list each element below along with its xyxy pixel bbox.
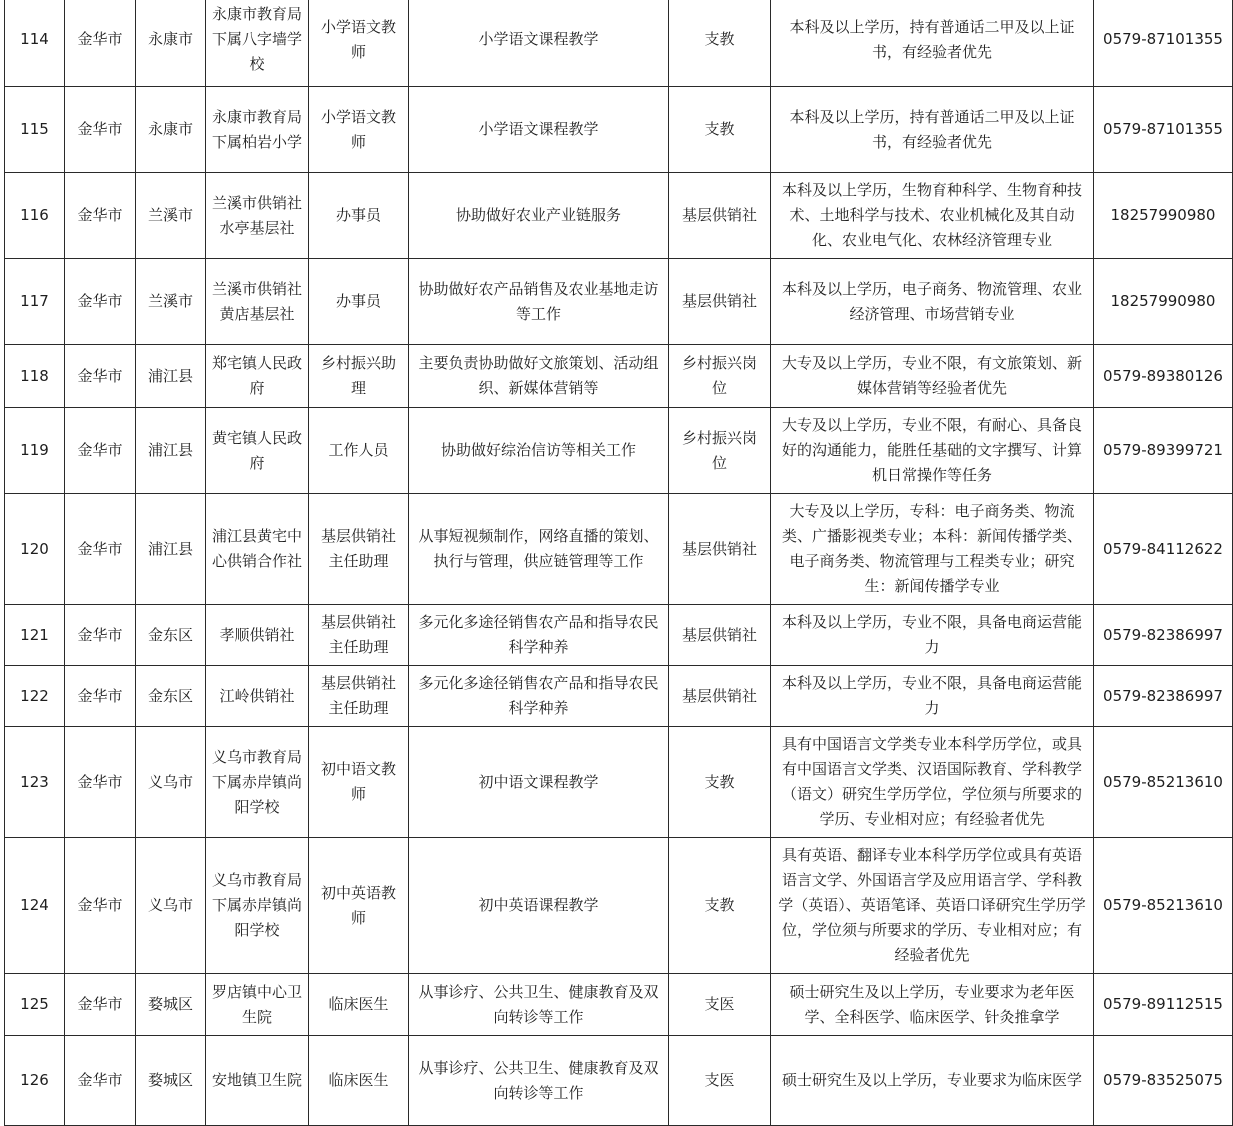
county-cell: 义乌市 <box>136 838 206 974</box>
phone-cell: 0579-89380126 <box>1094 345 1233 408</box>
table-row <box>5 974 1233 1036</box>
table-row <box>5 838 1233 974</box>
row-number: 117 <box>5 259 65 345</box>
duty-cell: 多元化多途径销售农产品和指导农民科学种养 <box>409 666 669 727</box>
county-cell: 浦江县 <box>136 494 206 605</box>
requirement-cell: 本科及以上学历，生物育种科学、生物育种技术、土地科学与技术、农业机械化及其自动化、农业电气化、农林经济管理专业 <box>771 173 1094 259</box>
phone-cell: 0579-87101355 <box>1094 87 1233 173</box>
type-cell: 乡村振兴岗位 <box>669 408 771 494</box>
phone-cell: 0579-85213610 <box>1094 838 1233 974</box>
county-cell: 永康市 <box>136 87 206 173</box>
type-cell: 支医 <box>669 1036 771 1126</box>
requirement-cell: 硕士研究生及以上学历，专业要求为老年医学、全科医学、临床医学、针灸推拿学 <box>771 974 1094 1036</box>
city-cell: 金华市 <box>65 0 136 87</box>
unit-cell: 郑宅镇人民政府 <box>206 345 309 408</box>
duty-cell: 多元化多途径销售农产品和指导农民科学种养 <box>409 605 669 666</box>
type-cell: 支教 <box>669 727 771 838</box>
type-cell: 基层供销社 <box>669 259 771 345</box>
requirement-cell: 本科及以上学历，持有普通话二甲及以上证书，有经验者优先 <box>771 0 1094 87</box>
duty-cell: 初中语文课程教学 <box>409 727 669 838</box>
row-number: 121 <box>5 605 65 666</box>
duty-cell: 从事短视频制作，网络直播的策划、执行与管理，供应链管理等工作 <box>409 494 669 605</box>
table-row <box>5 494 1233 605</box>
county-cell: 婺城区 <box>136 974 206 1036</box>
phone-cell: 18257990980 <box>1094 173 1233 259</box>
requirement-cell: 具有中国语言文学类专业本科学历学位，或具有中国语言文学类、汉语国际教育、学科教学（语文）研究生学历学位，学位须与所要求的学历、专业相对应；有经验者优先 <box>771 727 1094 838</box>
table-row <box>5 1036 1233 1126</box>
county-cell: 婺城区 <box>136 1036 206 1126</box>
city-cell: 金华市 <box>65 494 136 605</box>
duty-cell: 初中英语课程教学 <box>409 838 669 974</box>
duty-cell: 主要负责协助做好文旅策划、活动组织、新媒体营销等 <box>409 345 669 408</box>
city-cell: 金华市 <box>65 727 136 838</box>
duty-cell: 协助做好综治信访等相关工作 <box>409 408 669 494</box>
table-row <box>5 666 1233 727</box>
table-row <box>5 408 1233 494</box>
county-cell: 永康市 <box>136 0 206 87</box>
phone-cell: 0579-89399721 <box>1094 408 1233 494</box>
table-row <box>5 259 1233 345</box>
requirement-cell: 本科及以上学历，电子商务、物流管理、农业经济管理、市场营销专业 <box>771 259 1094 345</box>
city-cell: 金华市 <box>65 1036 136 1126</box>
city-cell: 金华市 <box>65 87 136 173</box>
row-number: 125 <box>5 974 65 1036</box>
city-cell: 金华市 <box>65 605 136 666</box>
type-cell: 基层供销社 <box>669 494 771 605</box>
position-cell: 初中语文教师 <box>309 727 409 838</box>
position-cell: 基层供销社主任助理 <box>309 666 409 727</box>
requirement-cell: 大专及以上学历，专业不限，有文旅策划、新媒体营销等经验者优先 <box>771 345 1094 408</box>
phone-cell: 0579-84112622 <box>1094 494 1233 605</box>
unit-cell: 黄宅镇人民政府 <box>206 408 309 494</box>
unit-cell: 浦江县黄宅中心供销合作社 <box>206 494 309 605</box>
row-number: 116 <box>5 173 65 259</box>
position-cell: 初中英语教师 <box>309 838 409 974</box>
unit-cell: 罗店镇中心卫生院 <box>206 974 309 1036</box>
requirement-cell: 本科及以上学历，持有普通话二甲及以上证书，有经验者优先 <box>771 87 1094 173</box>
position-cell: 基层供销社主任助理 <box>309 494 409 605</box>
duty-cell: 从事诊疗、公共卫生、健康教育及双向转诊等工作 <box>409 974 669 1036</box>
position-cell: 临床医生 <box>309 1036 409 1126</box>
type-cell: 基层供销社 <box>669 666 771 727</box>
unit-cell: 江岭供销社 <box>206 666 309 727</box>
city-cell: 金华市 <box>65 666 136 727</box>
city-cell: 金华市 <box>65 408 136 494</box>
table-row <box>5 605 1233 666</box>
position-cell: 小学语文教师 <box>309 87 409 173</box>
unit-cell: 义乌市教育局下属赤岸镇尚阳学校 <box>206 727 309 838</box>
city-cell: 金华市 <box>65 838 136 974</box>
duty-cell: 小学语文课程教学 <box>409 0 669 87</box>
city-cell: 金华市 <box>65 974 136 1036</box>
county-cell: 浦江县 <box>136 345 206 408</box>
requirement-cell: 本科及以上学历，专业不限，具备电商运营能力 <box>771 605 1094 666</box>
row-number: 118 <box>5 345 65 408</box>
requirement-cell: 本科及以上学历，专业不限，具备电商运营能力 <box>771 666 1094 727</box>
type-cell: 基层供销社 <box>669 173 771 259</box>
duty-cell: 从事诊疗、公共卫生、健康教育及双向转诊等工作 <box>409 1036 669 1126</box>
unit-cell: 孝顺供销社 <box>206 605 309 666</box>
requirement-cell: 大专及以上学历，专业不限，有耐心、具备良好的沟通能力，能胜任基础的文字撰写、计算机日常操作等任务 <box>771 408 1094 494</box>
position-cell: 工作人员 <box>309 408 409 494</box>
type-cell: 支医 <box>669 974 771 1036</box>
position-cell: 小学语文教师 <box>309 0 409 87</box>
type-cell: 支教 <box>669 87 771 173</box>
county-cell: 兰溪市 <box>136 173 206 259</box>
row-number: 124 <box>5 838 65 974</box>
row-number: 123 <box>5 727 65 838</box>
type-cell: 支教 <box>669 0 771 87</box>
unit-cell: 兰溪市供销社黄店基层社 <box>206 259 309 345</box>
row-number: 119 <box>5 408 65 494</box>
unit-cell: 安地镇卫生院 <box>206 1036 309 1126</box>
phone-cell: 0579-85213610 <box>1094 727 1233 838</box>
table-row <box>5 345 1233 408</box>
row-number: 115 <box>5 87 65 173</box>
row-number: 114 <box>5 0 65 87</box>
unit-cell: 兰溪市供销社水亭基层社 <box>206 173 309 259</box>
phone-cell: 18257990980 <box>1094 259 1233 345</box>
city-cell: 金华市 <box>65 259 136 345</box>
row-number: 120 <box>5 494 65 605</box>
duty-cell: 小学语文课程教学 <box>409 87 669 173</box>
county-cell: 浦江县 <box>136 408 206 494</box>
row-number: 126 <box>5 1036 65 1126</box>
phone-cell: 0579-82386997 <box>1094 605 1233 666</box>
phone-cell: 0579-87101355 <box>1094 0 1233 87</box>
city-cell: 金华市 <box>65 345 136 408</box>
duty-cell: 协助做好农业产业链服务 <box>409 173 669 259</box>
row-number: 122 <box>5 666 65 727</box>
position-cell: 乡村振兴助理 <box>309 345 409 408</box>
phone-cell: 0579-82386997 <box>1094 666 1233 727</box>
requirement-cell: 硕士研究生及以上学历，专业要求为临床医学 <box>771 1036 1094 1126</box>
city-cell: 金华市 <box>65 173 136 259</box>
county-cell: 金东区 <box>136 666 206 727</box>
type-cell: 支教 <box>669 838 771 974</box>
recruitment-table <box>4 0 1233 1126</box>
position-cell: 办事员 <box>309 259 409 345</box>
requirement-cell: 大专及以上学历，专科：电子商务类、物流类、广播影视类专业；本科：新闻传播学类、电子商务类、物流管理与工程类专业；研究生：新闻传播学专业 <box>771 494 1094 605</box>
table-row <box>5 727 1233 838</box>
requirement-cell: 具有英语、翻译专业本科学历学位或具有英语语言文学、外国语言学及应用语言学、学科教学（英语）、英语笔译、英语口译研究生学历学位，学位须与所要求的学历、专业相对应；有经验者优先 <box>771 838 1094 974</box>
table-row <box>5 87 1233 173</box>
type-cell: 基层供销社 <box>669 605 771 666</box>
county-cell: 兰溪市 <box>136 259 206 345</box>
county-cell: 金东区 <box>136 605 206 666</box>
unit-cell: 永康市教育局下属八字墙学校 <box>206 0 309 87</box>
county-cell: 义乌市 <box>136 727 206 838</box>
table-row <box>5 173 1233 259</box>
position-cell: 办事员 <box>309 173 409 259</box>
type-cell: 乡村振兴岗位 <box>669 345 771 408</box>
position-cell: 基层供销社主任助理 <box>309 605 409 666</box>
unit-cell: 永康市教育局下属柏岩小学 <box>206 87 309 173</box>
position-cell: 临床医生 <box>309 974 409 1036</box>
phone-cell: 0579-89112515 <box>1094 974 1233 1036</box>
phone-cell: 0579-83525075 <box>1094 1036 1233 1126</box>
table-row <box>5 0 1233 87</box>
unit-cell: 义乌市教育局下属赤岸镇尚阳学校 <box>206 838 309 974</box>
duty-cell: 协助做好农产品销售及农业基地走访等工作 <box>409 259 669 345</box>
